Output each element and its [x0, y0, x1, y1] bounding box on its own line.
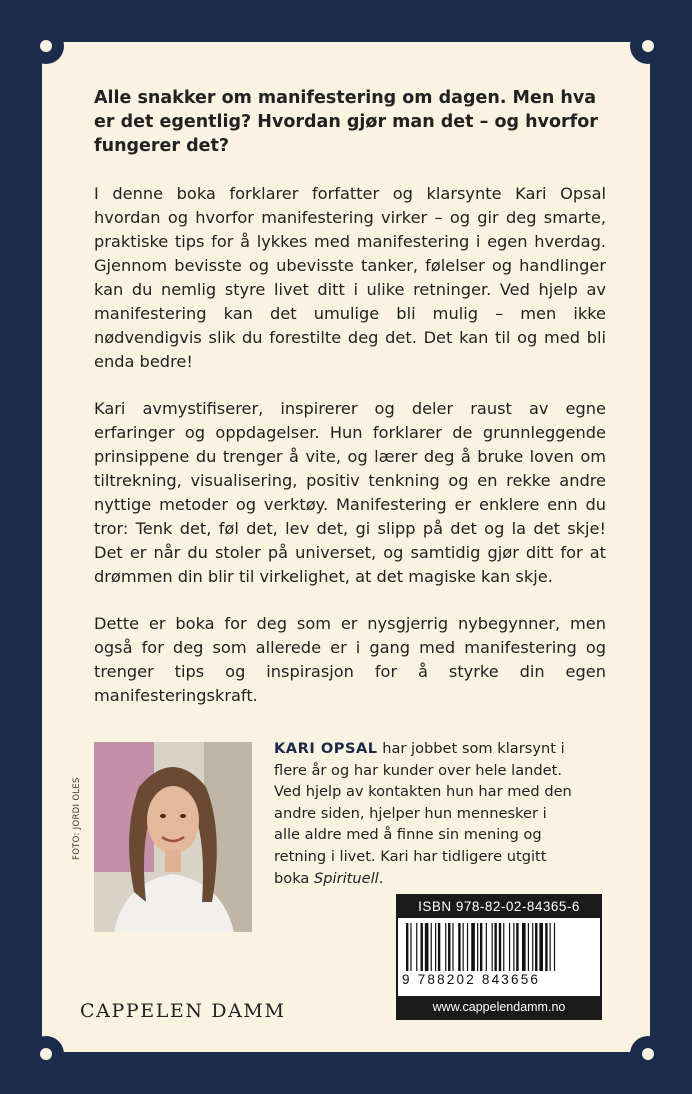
author-bio	[274, 738, 574, 889]
description-paragraph: I denne boka forklarer forfatter og klarsynte Kari Opsal hvordan og hvorfor manifestering virker – og gir deg smarte, praktiske tips for å lykkes med manifestering i egen hverdag. Gjennom bevisste og ubevisste tanker, følelser og handlinger kan du nemlig styre livet ditt i ulike retninger. Ved hjelp av manifestering kan det umulige bli mulig – men ikke nødvendigvis slik du forestilte deg det. Det kan til og med bli enda bedre!	[94, 184, 606, 371]
previous-book-title: Spirituell	[313, 869, 379, 887]
publisher-logo: CAPPELEN DAMM	[80, 1000, 286, 1022]
isbn-digits: 9 788202 843656	[402, 972, 541, 987]
description-paragraph: Kari avmystifiserer, inspirerer og deler raust av egne erfaringer og oppdagelser. Hun forklarer de grunnleggende prinsippene du trenger å vite, og lærer deg å bruke loven om tiltrekning, visualisering, positiv tenkning og en rekke andre nyttige metoder og verktøy. Manifestering er enklere enn du tror: Tenk det, føl det, lev det, gi slipp på det og la det skje! Det er når du stoler på universet, og samtidig gjør ditt for at drømmen din blir til virkelighet, at det magiske kan skje.	[94, 399, 606, 586]
publisher-url: www.cappelendamm.no	[398, 996, 600, 1018]
description-paragraph: Dette er boka for deg som er nysgjerrig nybegynner, men også for deg som allerede er i gang med manifestering og trenger tips og inspirasjon for å styrke din egen manifesteringskraft.	[94, 614, 606, 705]
corner-ornament	[28, 1036, 64, 1072]
back-cover-text	[94, 86, 606, 731]
author-name: KARI OPSAL	[274, 740, 378, 757]
corner-ornament	[28, 28, 64, 64]
author-bio-end: .	[378, 869, 384, 887]
barcode	[406, 923, 592, 971]
corner-ornament	[630, 28, 666, 64]
isbn-barcode-box	[396, 894, 602, 1020]
lead-text: Alle snakker om manifestering om dagen. Men hva er det egentlig? Hvordan gjør man det – og hvorfor fungerer det?	[94, 88, 598, 156]
author-photo	[94, 742, 252, 932]
photo-credit: FOTO: JORDI OLES	[72, 777, 82, 860]
corner-ornament	[630, 1036, 666, 1072]
isbn-label: ISBN 978-82-02-84365-6	[398, 896, 600, 918]
author-bio-text: har jobbet som klarsynt i flere år og har kunder over hele landet. Ved hjelp av kontakten hun har med den andre siden, hjelper hun mennesker i alle aldre med å finne sin mening og retning i livet. Kari har tidligere utgitt boka	[274, 740, 572, 887]
